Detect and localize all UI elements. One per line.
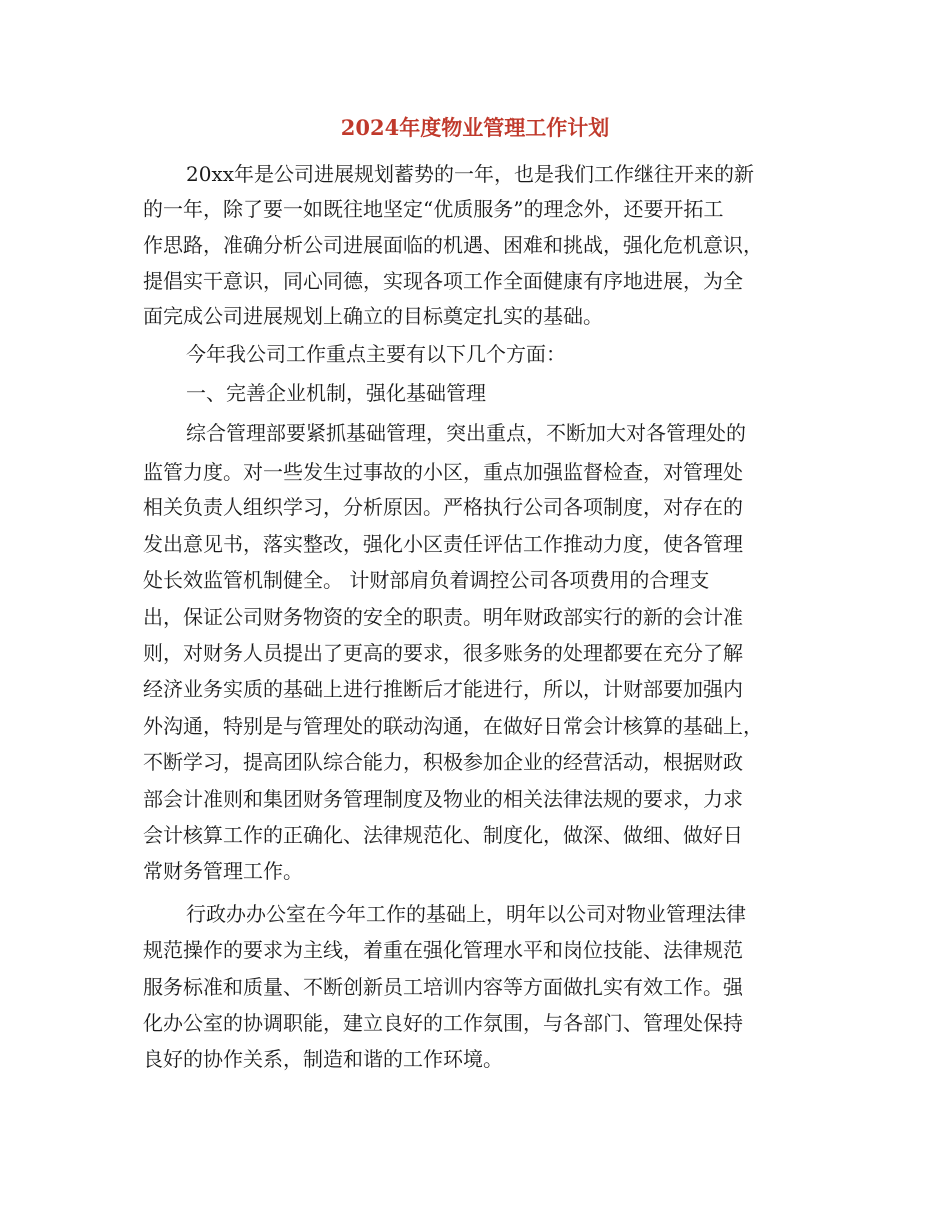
text-line-8: 综合管理部要紧抓基础管理，突出重点，不断加大对各管理处的 — [186, 421, 746, 445]
text-line-6: 今年我公司工作重点主要有以下几个方面： — [186, 342, 566, 366]
text-line-11: 发出意见书，落实整改，强化小区责任评估工作推动力度，使各管理 — [143, 532, 743, 556]
text-line-12: 处长效监管机制健全。 计财部肩负着调控公司各项费用的合理支 — [143, 568, 710, 592]
text-line-2: 的一年，除了要一如既往地坚定“优质服务”的理念外，还要开拓工 — [143, 197, 724, 221]
text-line-1: 20xx年是公司进展规划蓄势的一年，也是我们工作继往开来的新 — [186, 162, 755, 186]
text-line-9: 监管力度。对一些发生过事故的小区，重点加强监督检查，对管理处 — [143, 460, 743, 484]
text-line-22: 规范操作的要求为主线，着重在强化管理水平和岗位技能、法律规范 — [143, 938, 743, 962]
text-line-20: 常财务管理工作。 — [143, 859, 303, 883]
text-line-21: 行政办办公室在今年工作的基础上，明年以公司对物业管理法律 — [186, 902, 746, 926]
text-line-13: 出，保证公司财务物资的安全的职责。明年财政部实行的新的会计准 — [143, 605, 743, 629]
text-line-24: 化办公室的协调职能，建立良好的工作氛围，与各部门、管理处保持 — [143, 1011, 743, 1035]
text-line-4: 提倡实干意识，同心同德，实现各项工作全面健康有序地进展，为全 — [143, 269, 743, 293]
text-line-25: 良好的协作关系，制造和谐的工作环境。 — [143, 1047, 503, 1071]
document-title: 2024年度物业管理工作计划 — [340, 115, 610, 140]
text-line-17: 不断学习，提高团队综合能力，积极参加企业的经营活动，根据财政 — [143, 750, 743, 774]
text-line-23: 服务标准和质量、不断创新员工培训内容等方面做扎实有效工作。强 — [143, 975, 743, 999]
text-line-3: 作思路，准确分析公司进展面临的机遇、困难和挑战，强化危机意识， — [143, 233, 763, 257]
text-line-16: 外沟通，特别是与管理处的联动沟通，在做好日常会计核算的基础上， — [143, 714, 763, 738]
section-heading-1: 一、完善企业机制，强化基础管理 — [186, 381, 486, 405]
text-line-5: 面完成公司进展规划上确立的目标奠定扎实的基础。 — [143, 304, 603, 328]
text-line-10: 相关负责人组织学习，分析原因。严格执行公司各项制度，对存在的 — [143, 495, 743, 519]
text-line-19: 会计核算工作的正确化、法律规范化、制度化，做深、做细、做好日 — [143, 823, 743, 847]
text-line-14: 则，对财务人员提出了更高的要求，很多账务的处理都要在充分了解 — [143, 641, 743, 665]
text-line-15: 经济业务实质的基础上进行推断后才能进行，所以，计财部要加强内 — [143, 677, 743, 701]
text-line-18: 部会计准则和集团财务管理制度及物业的相关法律法规的要求，力求 — [143, 787, 743, 811]
